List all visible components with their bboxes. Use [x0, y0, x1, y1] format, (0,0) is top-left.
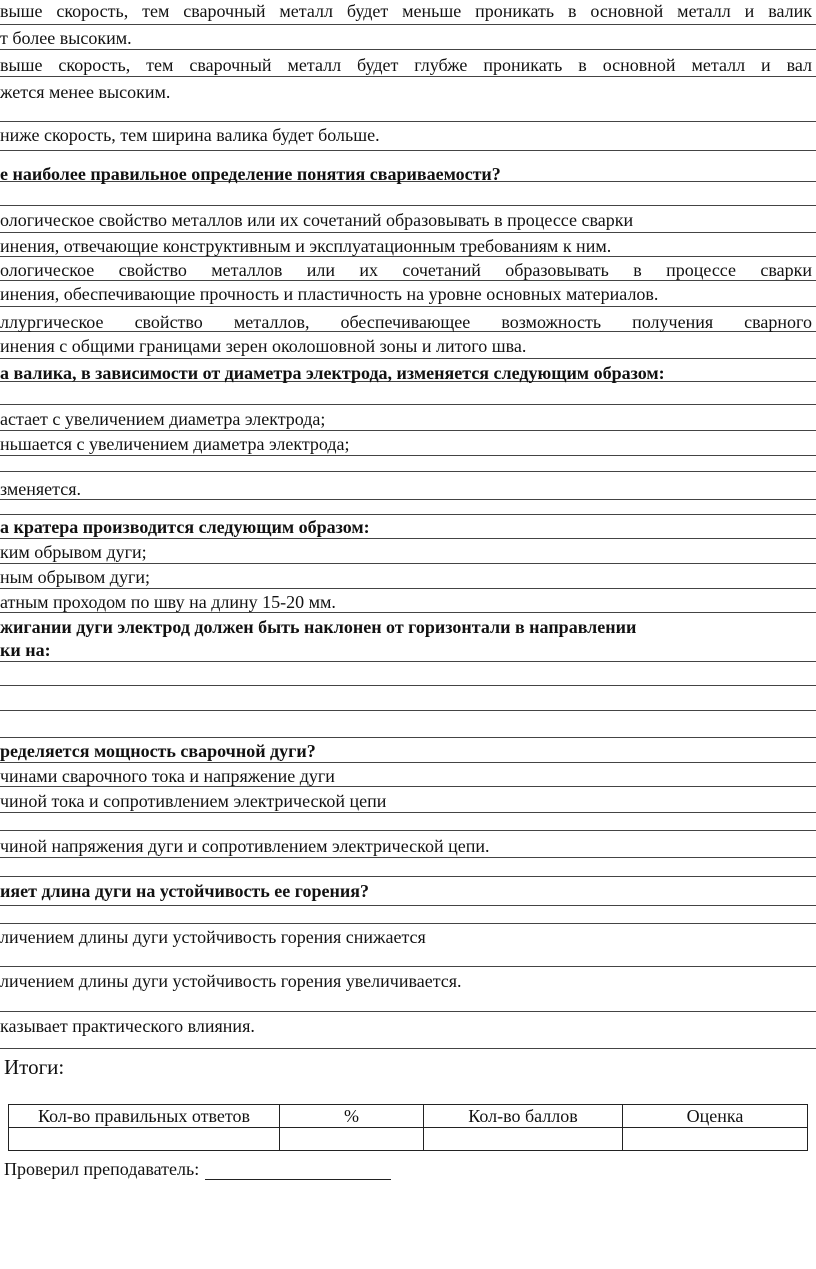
text-line: зменяется.	[0, 479, 81, 499]
text-line: выше скорость, тем сварочный металл будет глубже проникать в основной металл и вал	[0, 55, 812, 75]
text-line: инения, обеспечивающие прочность и пластичность на уровне основных материалов.	[0, 284, 659, 304]
rule-line	[0, 762, 816, 763]
text-line: ным обрывом дуги;	[0, 567, 150, 587]
rule-line	[0, 737, 816, 738]
text-line: инения с общими границами зерен околошовной зоны и литого шва.	[0, 336, 527, 356]
rule-line	[0, 538, 816, 539]
rule-line	[0, 514, 816, 515]
rule-line	[0, 430, 816, 431]
rule-line	[0, 563, 816, 564]
rule-line	[0, 49, 816, 50]
cell-percent[interactable]	[280, 1128, 424, 1151]
results-title: Итоги:	[4, 1055, 65, 1079]
cell-points[interactable]	[424, 1128, 623, 1151]
rule-line	[0, 24, 816, 25]
rule-line	[0, 966, 816, 967]
question-text: е наиболее правильное определение понятия свариваемости?	[0, 164, 501, 184]
rule-line	[0, 76, 816, 77]
rule-line	[0, 812, 816, 813]
text-line: жется менее высоким.	[0, 82, 171, 102]
question-text: ки на:	[0, 640, 51, 660]
rule-line	[0, 1048, 816, 1049]
rule-line	[0, 358, 816, 359]
rule-line	[0, 1011, 816, 1012]
checked-by-label: Проверил преподаватель:	[4, 1159, 200, 1179]
rule-line	[0, 830, 816, 831]
rule-line	[0, 923, 816, 924]
rule-line	[0, 471, 816, 472]
rule-line	[0, 232, 816, 233]
text-line: личением длины дуги устойчивость горения снижается	[0, 927, 426, 947]
text-line: инения, отвечающие конструктивным и эксплуатационным требованиям к ним.	[0, 236, 612, 256]
text-line: ниже скорость, тем ширина валика будет больше.	[0, 125, 380, 145]
cell-grade[interactable]	[623, 1128, 808, 1151]
rule-line	[0, 306, 816, 307]
results-header-row	[9, 1105, 808, 1128]
text-line: казывает практического влияния.	[0, 1016, 255, 1036]
text-line: астает с увеличением диаметра электрода;	[0, 409, 326, 429]
question-text: ияет длина дуги на устойчивость ее горения?	[0, 881, 369, 901]
question-text: а кратера производится следующим образом:	[0, 517, 370, 537]
text-line: т более высоким.	[0, 28, 132, 48]
rule-line	[0, 588, 816, 589]
text-line: ологическое свойство металлов или их сочетаний образовывать в процессе сварки	[0, 210, 634, 230]
rule-line	[0, 905, 816, 906]
text-line: атным проходом по шву на длину 15-20 мм.	[0, 592, 336, 612]
text-line: чиной напряжения дуги и сопротивлением электрической цепи.	[0, 836, 490, 856]
rule-line	[0, 150, 816, 151]
text-line: выше скорость, тем сварочный металл будет меньше проникать в основной металл и валик	[0, 1, 812, 21]
header-percent: %	[280, 1105, 424, 1128]
rule-line	[0, 661, 816, 662]
results-table	[8, 1104, 808, 1151]
question-text: ределяется мощность сварочной дуги?	[0, 741, 316, 761]
question-text: жигании дуги электрод должен быть наклонен от горизонтали в направлении	[0, 617, 637, 637]
rule-line	[0, 685, 816, 686]
question-text: а валика, в зависимости от диаметра электрода, изменяется следующим образом:	[0, 363, 665, 383]
text-line: ологическое свойство металлов или их сочетаний образовывать в процессе сварки	[0, 260, 812, 280]
text-line: ньшается с увеличением диаметра электрода;	[0, 434, 350, 454]
rule-line	[0, 455, 816, 456]
header-points: Кол-во баллов	[424, 1105, 623, 1128]
header-correct-answers: Кол-во правильных ответов	[9, 1105, 280, 1128]
rule-line	[0, 710, 816, 711]
text-line: чинами сварочного тока и напряжение дуги	[0, 766, 335, 786]
text-line: личением длины дуги устойчивость горения увеличивается.	[0, 971, 462, 991]
text-line: чиной тока и сопротивлением электрической цепи	[0, 791, 387, 811]
text-line: ким обрывом дуги;	[0, 542, 147, 562]
rule-line	[0, 857, 816, 858]
checked-by-line	[4, 1158, 391, 1180]
rule-line	[0, 404, 816, 405]
cell-correct-answers[interactable]	[9, 1128, 280, 1151]
text-line: ллургическое свойство металлов, обеспечивающее возможность получения сварного	[0, 312, 812, 332]
rule-line	[0, 121, 816, 122]
results-value-row	[9, 1128, 808, 1151]
rule-line	[0, 876, 816, 877]
rule-line	[0, 205, 816, 206]
signature-line[interactable]	[205, 1162, 391, 1180]
header-grade: Оценка	[623, 1105, 808, 1128]
